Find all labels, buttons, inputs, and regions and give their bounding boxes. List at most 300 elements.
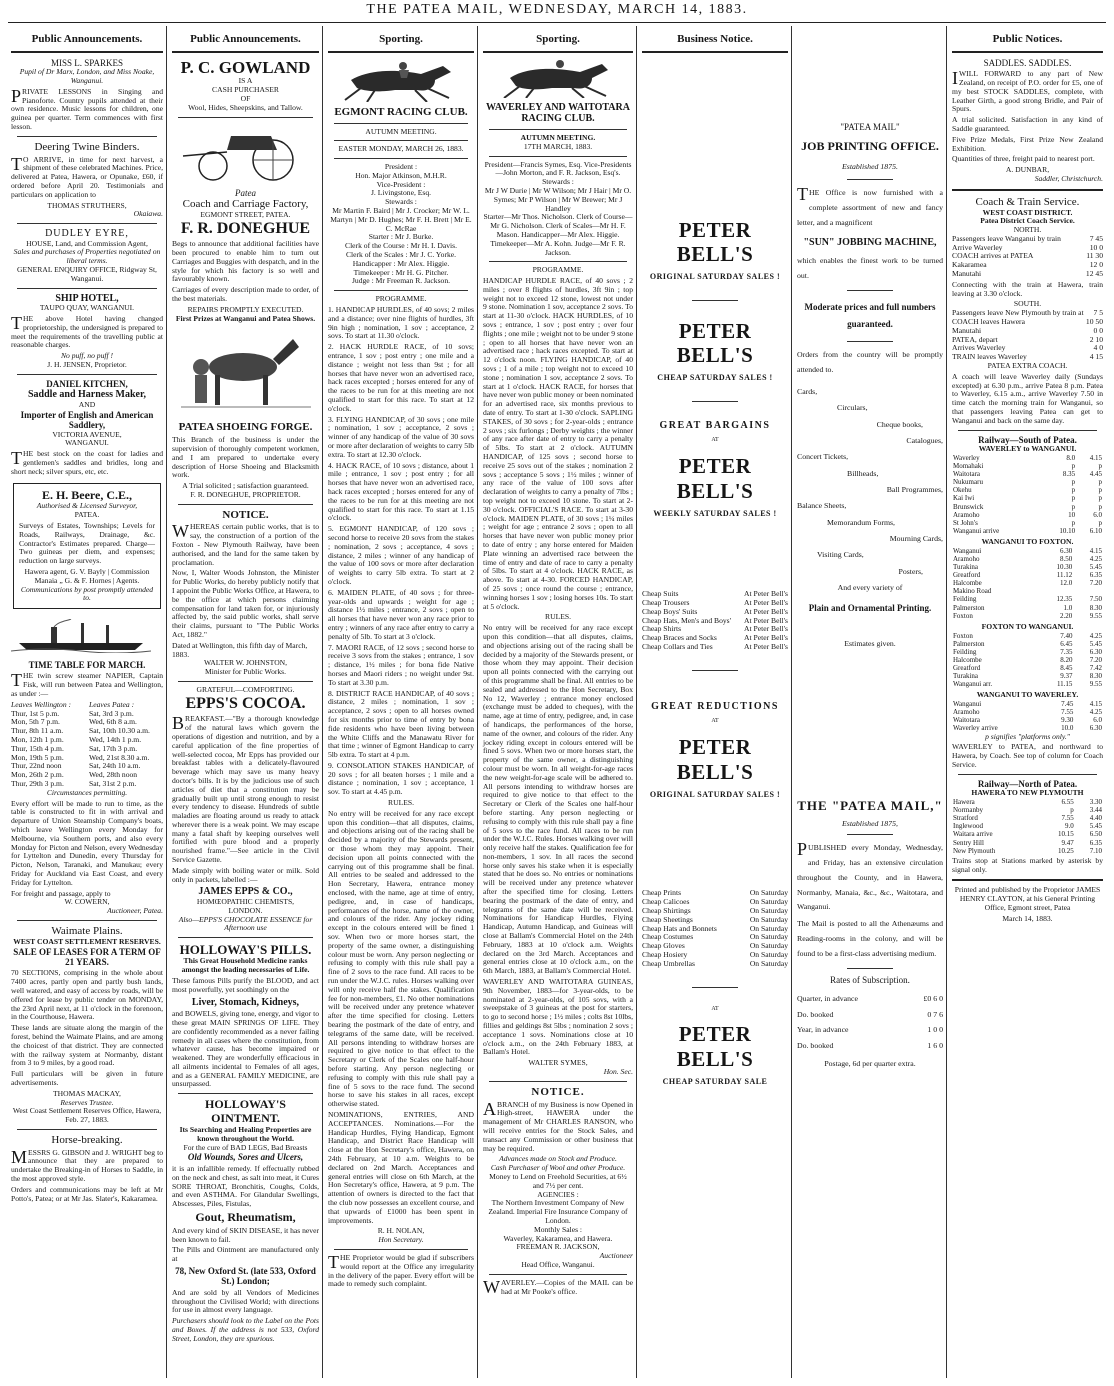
egmont-scales: Clerk of the Scales : Mr J. C. Yorke. xyxy=(345,250,457,260)
peter-bell-subheading: ORIGINAL SATURDAY SALES ! xyxy=(649,790,781,800)
peter-bell-heading: PETER BELL'S xyxy=(676,318,754,368)
saddles-role: Saddler, Christchurch. xyxy=(1034,173,1103,183)
list-item: Cheap Shirtings On Saturday xyxy=(642,905,788,915)
list-item: Cheap Hosiery On Saturday xyxy=(642,949,788,959)
egmont-closing: NOMINATIONS, ENTRIES, AND ACCEPTANCES. Nominations.—For the Handicap Hurdles, Flying Handicap, Egmont Handicap, and District Race Handicap will close at the Hon Secretary's office, Hawera, on 24th February, at 10 a.m. Weights to be declared on 2nd March. Acceptances and general entries will close on 6th March, at the Hon Secretary's office, Hawera, at 9 p.m. The attention of owners is directed to the fact that the club now possesses an excellent course, and that upwards of £1000 has been spent in improvements. xyxy=(328,1109,474,1225)
jackson-notice-title: NOTICE. xyxy=(531,1085,585,1098)
column-header: Sporting. xyxy=(536,33,580,45)
station-name: Kai Iwi xyxy=(953,494,975,503)
saddles-prizes: Five Prize Medals, First Prize New Zealand Exhibition. xyxy=(952,134,1103,153)
extra-coach-title: PATEA EXTRA COACH. xyxy=(987,361,1068,371)
departure-time: p xyxy=(1071,461,1076,470)
station-name: Greatford xyxy=(953,663,981,672)
departure-time: p xyxy=(1070,806,1074,815)
kitchen-and: AND xyxy=(78,399,96,409)
waverley-guineas: WAVERLEY AND WAITOTARA GUINEAS, 9th November, 1883—for 3-year-olds, to be nominated at 2-year-olds, of 105 sovs, with a sweepstake of 3 guineas at the post for starters, to go to second horse ; 1½ miles ; colts 8st 10lbs, fillies and geldings 8st 5lbs ; nomination 2 sovs ; acceptance 1 sovs. Nominations close at 10 o'clock a.m., on the 24th February 1883, at Ballam's Hotel. xyxy=(483,977,633,1057)
departure-time: p xyxy=(1071,502,1076,511)
departure-time: 5.45 xyxy=(1089,562,1102,571)
saddles-sign: A. DUNBAR, xyxy=(1005,165,1050,175)
list-item: Cheap Suits At Peter Bell's xyxy=(642,589,788,599)
column-header: Public Notices. xyxy=(992,33,1063,45)
departure-time: 8.20 xyxy=(1060,655,1073,664)
egmont-role: Hon Secretary. xyxy=(378,1235,424,1245)
coach-row: PATEA, depart 2 10 xyxy=(952,334,1103,344)
masthead-rule xyxy=(8,22,1106,23)
patea-mail-body2: The Mail is posted to all the Athenæums and Reading-rooms in the colony, and will be found to be a first-class advertising medium. xyxy=(797,919,943,958)
departure-time: 7.50 xyxy=(1089,595,1102,604)
list-item: Cheque books, xyxy=(876,419,923,429)
foxton-wanganui-title: FOXTON TO WANGANUI. xyxy=(981,621,1074,631)
station-name: Palmerston xyxy=(953,603,985,612)
rail-south-title: Railway—South of Patea. xyxy=(978,434,1077,445)
timetable-row: Wed, 21st 8.30 a.m. xyxy=(89,752,150,762)
coach-row: Passengers leave Wanganui by train 7 45 xyxy=(952,233,1103,243)
departure-time: 4.15 xyxy=(1089,546,1102,555)
station-name: Aramoho xyxy=(953,510,980,519)
column-header: Public Announcements. xyxy=(190,33,301,45)
imprint: Printed and published by the Proprietor JAMES HENRY CLAYTON, at his General Printing Office, Egmont street, Patea xyxy=(954,885,1101,912)
coach-row: TRAIN leaves Waverley 4 15 xyxy=(952,352,1103,362)
notice-body: WHEREAS certain public works, that is to say, the construction of a portion of the Foxton - New Plymouth Railway, have been authorised, and the land for the same taken by proclamation. xyxy=(172,521,319,567)
job-printing-orders: Orders from the country will be promptly attended to. xyxy=(797,350,943,375)
job-printing-items xyxy=(797,384,943,597)
masthead: THE PATEA MAIL, WEDNESDAY, MARCH 14, 1883. xyxy=(366,2,748,17)
epps-chemists: HOMŒOPATHIC CHEMISTS, xyxy=(196,897,295,907)
list-item: Visiting Cards, xyxy=(817,550,864,560)
peter-bell-subheading: CHEAP SATURDAY SALE xyxy=(662,1077,768,1087)
departure-time: 9.30 xyxy=(1061,716,1074,725)
timetable-right-head: Leaves Patea : xyxy=(89,699,135,709)
rate-row: Do. booked 1 6 0 xyxy=(797,1040,943,1050)
station-name: Makino Road xyxy=(953,587,992,596)
programme-item: 8. DISTRICT RACE HANDICAP, of 40 sovs ; distance, 2 miles ; nomination, 1 sov ; acceptance, 2 sovs ; open to all horses owned for six months prior to time of entry by bona fide residents who have been living between the White Cliffs and the Manawatu River for that time ; winner of Egmont Handicap to carry 5lb extra. To start at 4 p.m. xyxy=(328,688,474,760)
programme-item: 1. HANDICAP HURDLES, of 40 sovs; 2 miles and a distance; over nine flights of hurdles, 3ft 9in high ; nomination, 1 sov ; acceptance, 2 sovs. To start at 11.30 o'clock. xyxy=(328,305,474,341)
timetable-row xyxy=(952,527,1103,535)
timetable-row: Thur, 1st 5 p.m. xyxy=(11,708,60,718)
departure-time: p xyxy=(1071,494,1076,503)
timetable-row xyxy=(952,847,1103,855)
timetable-freight: For freight and passage, apply to xyxy=(11,888,111,898)
timetable-row: Mon, 12th 1 p.m. xyxy=(11,735,64,745)
horse-title: Horse-breaking. xyxy=(51,1133,123,1146)
egmont-handicapper: Handicapper : Mr Alex. Higgie. xyxy=(352,258,450,268)
list-item: Cheap Hats, Men's and Boys' At Peter Bell's xyxy=(642,615,788,625)
list-item: Ball Programmes, xyxy=(886,485,943,494)
station-name: Wanganui arr. xyxy=(953,680,993,689)
jackson-agencies: The Northern Investment Company of New Zealand. Imperial Fire Insurance Company of London. xyxy=(488,1198,628,1225)
gowland-items: Wool, Hides, Sheepskins, and Tallow. xyxy=(188,102,303,112)
epps-firm: JAMES EPPS & CO., xyxy=(198,886,293,898)
saddles-body: IWILL FORWARD to any part of New Zealand, on receipt of P.O. order for £5, one of my best STOCK SADDLES, complete, with Leather Girth, a good strong Bridle, and Pair of Spurs. xyxy=(952,68,1103,114)
waimate-sale: SALE OF LEASES FOR A TERM OF 21 YEARS. xyxy=(13,946,161,967)
egmont-stewards-label: Stewards : xyxy=(385,197,417,207)
list-item: Cheap Braces and Socks At Peter Bell's xyxy=(642,633,788,643)
eyre-sub: Sales and purchases of Properties negotiated on liberal terms. xyxy=(13,247,161,266)
station-name: Foxton xyxy=(953,631,973,640)
job-printing-quote: "PATEA MAIL" xyxy=(840,122,900,132)
rates-postage: Postage, 6d per quarter extra. xyxy=(824,1059,916,1069)
station-name: New Plymouth xyxy=(953,846,996,855)
peter-bell-subheading: WEEKLY SATURDAY SALES ! xyxy=(653,508,777,518)
wanganui-foxton-title: WANGANUI TO FOXTON. xyxy=(981,536,1074,546)
departure-time: 7.45 xyxy=(1061,700,1074,709)
departure-time: p xyxy=(1098,518,1102,527)
station-name: Momahaki xyxy=(953,461,984,470)
column-public-announcements-1 xyxy=(8,28,166,1378)
beere-title: Authorised & Licensed Surveyor, xyxy=(36,501,138,511)
waverley-programme: HANDICAP HURDLE RACE, of 40 sovs ; 2 miles ; over 8 flights of hurdles, 3ft 9in ; top weight not to exceed 12 stone, lowest not under 9 stone. Nomination 1 sov, acceptance 2 sovs. To start at 11-30 o'clock. HACK HURDLES, of 10 sovs ; entrance, 1 sov ; post entry ; over four flights ; one mile ; weight not to be under 9 stone ; open to all horses that have never won an advertised race ; hack races excepted. To start at 12 o'clock noon. FLYING HANDICAP, of 40 sovs ; 1 of a mile ; top weight not to exceed 10 stone ; nomination 1 sov, acceptance 2 sovs. To start at 1 o'clock. HACK RACE, for horses that have never won public money or been nominated for an advertised race, six months previous to date of entry. To start at 1-30 o'clock. SAPLING STAKES, of 30 sovs ; for 2-year-olds ; entrance 2 sovs ; six furlongs ; Derby weights ; the winner of any race after date of entry to carry a penalty of 5lbs. To start at 2 o'clock. AUTUMN HANDICAP, of 125 sovs ; second horse to receive 25 sovs out of the stakes ; nomination 2 sovs ; acceptance 5 sovs ; 1½ miles ; winner of any race of the value of 100 sovs after declaration of weights to carry a penalty of 7lbs ; top weight not to exceed 10 stone. To start at 2-30 o'clock. OFFICIAL'S RACE. To start at 3-30 o'clock. MAIDEN PLATE, of 30 sovs ; 1¼ miles ; weight for age ; entrance 2 sovs ; open to all horses that have never won public money prior to date of entry ; any horse entered for Maiden Plate winning an advertised race between the time of entry and date of race to carry a penalty of 5lbs. To start at 4 o'clock. HACK RACE, as above. To start at 4-30. FORCED HANDICAP, of 25 sovs ; once round the course ; entrance, winning horses 1 sov ; losing horses 10s. To start at 5 o'clock. xyxy=(483,276,633,611)
egmont-stewards: Mr Martin F. Baird | Mr J. Crocker; Mr W. L. Martyn | Mr D. Hughes; Mr F. H. Brett | Mr E. C. McRae xyxy=(330,206,472,233)
station-name: Wanganui xyxy=(953,546,982,555)
waimate-body: 70 SECTIONS, comprising in the whole about 7400 acres, partly open and partly bush lands, well watered, and easy of access by roads, will be offered for lease by public tender on MONDAY, the 23rd April next, at 11 o'clock in the forenoon, in the Courthouse, Hawera. xyxy=(11,968,163,1022)
programme-item: 9. CONSOLATION STAKES HANDICAP, of 20 sovs ; for all beaten horses ; 1 mile and a distance ; nomination, 1 sov ; acceptance, 1 sov. To start at 4.45 p.m. xyxy=(328,760,474,797)
jackson-agencies-label: AGENCIES : xyxy=(537,1189,579,1199)
departure-time: 5.45 xyxy=(1089,822,1102,831)
column-rule xyxy=(322,26,323,1378)
departure-time: 7.55 xyxy=(1061,708,1074,717)
column-sporting-1 xyxy=(325,28,477,1378)
eyre-office: GENERAL ENQUIRY OFFICE, Ridgway St, Wanganui. xyxy=(17,265,157,283)
timetable-title: TIME TABLE FOR MARCH. xyxy=(28,660,146,670)
doneghue-prizes: First Prizes at Wanganui and Patea Shows. xyxy=(175,313,316,323)
departure-time: 7.20 xyxy=(1089,655,1102,664)
timetable-row: Mon, 26th 2 p.m. xyxy=(11,770,64,780)
station-name: Greatford xyxy=(953,571,981,580)
ship-motto: No puff, no puff ! xyxy=(60,351,114,361)
timetable-row xyxy=(952,519,1103,527)
waverley-sign: WALTER SYMES, xyxy=(528,1058,588,1068)
list-item: Concert Tickets, xyxy=(797,452,849,462)
epps-sold: Made simply with boiling water or milk. Sold only in packets, labelled :— xyxy=(172,865,319,884)
timetable-row xyxy=(952,563,1103,571)
departure-time: 6.55 xyxy=(1061,797,1074,806)
doneghue-body2: Carriages of every description made to order, of the best materials. xyxy=(172,285,319,303)
gowland-of: OF xyxy=(240,94,251,104)
patea-mail-body: PUBLISHED every Monday, Wednesday, and Friday, has an extensive circulation throughout the County, and in Hawera, Normanby, Manaia, &c., &c., Waitotara, and Wanganui. xyxy=(797,839,943,912)
saddles-title: SADDLES. SADDLES. xyxy=(983,57,1072,68)
timetable-role: Auctioneer, Patea. xyxy=(107,906,163,916)
coach-row: Passengers leave New Plymouth by train at 7 5 xyxy=(952,308,1103,318)
coach-district: Patea District Coach Service. xyxy=(980,216,1075,226)
doneghue-repairs: REPAIRS PROMPTLY EXECUTED. xyxy=(187,304,304,314)
waimate-body3: Full particulars will be given in future advertisements. xyxy=(11,1069,163,1087)
departure-time: 4.25 xyxy=(1089,554,1102,563)
ship-place: TAUPO QUAY, WANGANUI. xyxy=(39,303,135,313)
timetable-row: Mon, 5th 7 p.m. xyxy=(11,717,60,727)
departure-time: 4.25 xyxy=(1089,631,1102,640)
departure-time: 11.15 xyxy=(1056,680,1073,689)
departure-time: 9.55 xyxy=(1089,611,1102,620)
station-name: Hawera xyxy=(953,797,975,806)
waimate-sign: THOMAS MACKAY, xyxy=(53,1088,121,1098)
timetable-left-head: Leaves Wellington : xyxy=(11,699,72,709)
timetable-row xyxy=(952,595,1103,603)
departure-time: 6.30 xyxy=(1089,724,1102,733)
jackson-sales: Waverley, Kakaramea, and Hawera. xyxy=(503,1233,613,1243)
departure-time: 10 xyxy=(1068,510,1076,519)
timetable-row xyxy=(952,700,1103,708)
timetable-row: Sat, 10th 10.30 a.m. xyxy=(89,726,150,736)
programme-item: 3. FLYING HANDICAP, of 30 sovs ; one mile ; nomination, 1 sov ; acceptance, 2 sovs ; winner of any handicap of the value of 30 sovs or more after declaration of weights to carry 5lb extra. To start at 12.30 o'clock. xyxy=(328,414,474,459)
column-rule xyxy=(791,26,792,1378)
coach-north: NORTH. xyxy=(1013,225,1042,235)
timetable-row xyxy=(952,806,1103,814)
list-item: Cards, xyxy=(797,386,818,396)
departure-time: 7.40 xyxy=(1060,631,1073,640)
departure-time: 8.45 xyxy=(1060,663,1073,672)
departure-time: 8.30 xyxy=(1089,672,1102,681)
coach-row: Arrives Waverley 4 0 xyxy=(952,343,1103,353)
peter-bell-heading: PETER BELL'S xyxy=(676,217,754,267)
jackson-advances: Advances made on Stock and Produce. xyxy=(499,1154,617,1164)
departure-time: 5.45 xyxy=(1089,639,1102,648)
list-item: Cheap Trousers At Peter Bell's xyxy=(642,598,788,608)
holloway-ointment-title: HOLLOWAY'S OINTMENT. xyxy=(205,1097,286,1126)
waverley-stewards-label: Stewards : xyxy=(542,177,574,187)
timetable-row xyxy=(952,454,1103,462)
station-name: Nukumaru xyxy=(953,478,983,487)
egmont-vice-label: Vice-President : xyxy=(376,179,426,189)
departure-time: p xyxy=(1098,486,1102,495)
kitchen-body: THE best stock on the coast for ladies and gentlemen's saddles and bridles, long and short neck; silver spurs, etc, etc. xyxy=(11,448,163,476)
timetable-row xyxy=(952,830,1103,838)
departure-time: 9.55 xyxy=(1089,680,1102,689)
timetable-sign: W. COWERN, xyxy=(64,897,110,907)
waimate-title: Waimate Plains. xyxy=(51,924,123,937)
departure-time: 4.15 xyxy=(1089,453,1102,462)
list-item: Cheap Gloves On Saturday xyxy=(642,941,788,951)
shoeing-forge-engraving xyxy=(181,327,311,417)
horse-body2: Orders and communications may be left at Mr Potto's, Patea; or at Mr Jas. Slater's, Kakaramea. xyxy=(11,1184,163,1203)
column-business-notice xyxy=(639,28,791,1378)
departure-time: p xyxy=(1071,518,1076,527)
list-item: Balance Sheets, xyxy=(797,501,847,511)
list-item: Cheap Costumes On Saturday xyxy=(642,932,788,942)
holloway-ointment-warning: Purchasers should look to the Label on the Pots and Boxes. If the address is not 533, Oxford Street, London, they are spurious. xyxy=(172,1316,319,1343)
waverley-stewards: Mr J W Durie | Mr W Wilson; Mr J Hair | Mr O. Symes; Mr P Wilson | Mr W Brewer; Mr J Handley xyxy=(484,185,632,213)
programme-item: 7. MAORI RACE, of 12 sovs ; second horse to receive 3 sovs from the stakes ; entrance, 1 sov ; distance, 1½ miles ; for bona fide Native horses and Maori riders ; no weight under 9st. To start at 3.30 p.m. xyxy=(328,642,474,687)
departure-time: 6.50 xyxy=(1089,830,1102,839)
kitchen-town: WANGANUI. xyxy=(65,438,109,448)
at-label: AT xyxy=(711,718,719,725)
departure-time: 8.35 xyxy=(1062,470,1076,479)
kitchen-name: DANIEL KITCHEN, xyxy=(46,378,128,389)
peter-bell-heading: PETER BELL'S xyxy=(676,1022,754,1071)
departure-time: 4.45 xyxy=(1089,470,1102,479)
timetable-row xyxy=(952,632,1103,640)
waimate-body2: These lands are situate along the margin of the forest, behind the Waimate Plains, and are among the choicest of that district. They are connected with the railway system at Normanby, distant from 3 to 9 miles, by a good road. xyxy=(11,1023,163,1068)
list-item: Cheap Hats and Bonnets On Saturday xyxy=(642,923,788,933)
notice-body2: Now, I, Walter Woods Johnston, the Minister for Public Works, do hereby publicly notify that I appoint the Public Works Office, at Hawera, to be the office at which persons claiming compensation for land taken for, or injuriously affected by, the said public works, shall serve their claims, pursuant to "The Public Works Act, 1882." xyxy=(172,568,319,639)
column-rule xyxy=(636,26,637,1378)
gowland-cash: CASH PURCHASER xyxy=(212,85,279,95)
jackson-office: Head Office, Wanganui. xyxy=(521,1259,595,1269)
departure-time: p xyxy=(1098,461,1102,470)
holloway-pills-body: These famous Pills purify the BLOOD, and act most powerfully, yet soothingly on the xyxy=(172,975,319,994)
timetable-row xyxy=(952,716,1103,724)
list-item: Cheap Prints On Saturday xyxy=(642,888,788,898)
departure-time xyxy=(1036,587,1073,595)
station-name: Palmerston xyxy=(953,639,985,648)
timetable-row xyxy=(952,547,1103,555)
departure-time: 1.0 xyxy=(1063,603,1073,612)
eyre-name: DUDLEY EYRE, xyxy=(45,228,129,240)
list-item: Cheap Shirts At Peter Bell's xyxy=(642,624,788,634)
station-name: Halcombe xyxy=(953,579,982,588)
departure-time: 2.20 xyxy=(1059,611,1073,620)
timetable-row xyxy=(952,640,1103,648)
departure-time: 4.15 xyxy=(1089,700,1102,709)
hawera-new-plymouth-title: HAWERA TO NEW PLYMOUTH xyxy=(971,788,1084,798)
rates-title: Rates of Subscription. xyxy=(830,974,910,985)
timetable-row: Sat, 17th 3 p.m. xyxy=(89,743,138,753)
at-label: AT xyxy=(711,437,719,444)
beere-footer: Communications by post promptly attended to. xyxy=(20,584,154,603)
station-name: Feilding xyxy=(953,595,977,604)
job-printing-plain: Plain and Ornamental Printing. xyxy=(808,602,932,613)
waverley-mail-note: WAVERLEY.—Copies of the MAIL can be had at Mr Pooke's office. xyxy=(483,1276,633,1297)
great-bargains: GREAT BARGAINS xyxy=(659,419,771,431)
timetable-body: THE twin screw steamer NAPIER, Captain Fisk, will run between Patea and Wellington, as under :— xyxy=(11,670,163,699)
waverley-role: Hon. Sec. xyxy=(603,1067,633,1077)
forge-trial: A Trial solicited ; satisfaction guaranteed. xyxy=(182,481,309,491)
waimate-role: Reserves Trustee. xyxy=(60,1097,114,1107)
departure-time: p xyxy=(1098,502,1102,511)
job-printing-title: JOB PRINTING OFFICE. xyxy=(801,139,939,154)
timetable-row xyxy=(952,478,1103,486)
buggy-engraving xyxy=(181,122,311,184)
peter-bell-heading: PETER BELL'S xyxy=(676,735,754,784)
holloway-pills-body2: and BOWELS, giving tone, energy, and vigor to these great MAIN SPRINGS OF LIFE. They are confidently recommended as a never failing remedy in all cases where the constitution, from whatever cause, has become impaired or weakened. They are wonderfully efficacious in all ailments incidental to Females of all ages, and as a GENERAL FAMILY MEDICINE, are unsurpassed. xyxy=(172,1009,319,1089)
column-public-notices xyxy=(949,28,1106,1378)
jackson-sign: FREEMAN R. JACKSON, xyxy=(516,1242,600,1252)
notice-date: Dated at Wellington, this fifth day of March, 1883. xyxy=(172,640,308,659)
timetable-row xyxy=(952,664,1103,672)
steamer-engraving xyxy=(11,619,151,653)
kitchen-line1: Saddle and Harness Maker, xyxy=(28,389,146,401)
timetable-row xyxy=(952,486,1103,494)
timetable-row: Thur, 29th 3 p.m. xyxy=(11,779,64,788)
eyre-line: HOUSE, Land, and Commission Agent, xyxy=(26,238,148,248)
timetable-row: Wed, 6th 8 a.m. xyxy=(89,717,137,727)
station-name: Normanby xyxy=(953,806,983,815)
departure-time: 3.44 xyxy=(1089,806,1102,815)
station-name: Stratford xyxy=(953,814,978,823)
departure-time: 6.30 xyxy=(1089,647,1102,656)
kitchen-address: VICTORIA AVENUE, xyxy=(52,429,122,439)
departure-time: 10.0 xyxy=(1061,724,1074,733)
imprint-date: March 14, 1883. xyxy=(1002,913,1053,923)
departure-time: 8.0 xyxy=(1066,453,1076,462)
peter-bell-subheading: CHEAP SATURDAY SALES ! xyxy=(657,373,773,383)
sparkes-body: PRIVATE LESSONS in Singing and Pianoforte. Country pupils attended at their own residence. Music lessons for children, one guinea per quarter. Term commences with first lesson. xyxy=(11,85,163,131)
waverley-coach-note: WAVERLEY to PATEA, and northward to Hawera, by Coach. See top of column for Coach Service. xyxy=(952,742,1103,769)
patea-mail-established: Established 1875, xyxy=(842,819,898,829)
saddles-freight: Quantities of three, freight paid to nearest port. xyxy=(952,154,1095,164)
departure-time: 6.30 xyxy=(1059,546,1073,555)
holloway-ointment-body5: And are sold by all Vendors of Medicines throughout the Civilised World; with directions for use in almost every language. xyxy=(172,1287,319,1315)
waverley-club: WAVERLEY AND WAITOTARA RACING CLUB. xyxy=(486,101,630,125)
egmont-date: EASTER MONDAY, MARCH 26, 1883. xyxy=(338,144,464,154)
beere-town: PATEA. xyxy=(74,510,100,520)
departure-time: 10.25 xyxy=(1058,846,1074,855)
egmont-sign: R. H. NOLAN, xyxy=(377,1226,425,1236)
egmont-rules: No entry will be received for any race except upon this condition—that all disputes, claims, and objections arising out of the racing shall be decided by a majority of the Stewards present, or those whom they may appoint. Their decision upon all points connected with the carrying out of this programme shall be final. All entries to be sealed and addressed to the Hon Secretary, Hawera, entrance money enclosed, with the name, age at time of entry, pedigree, and, in case of handicaps, performances of the horse, name of the owner, and colours of the rider. Any jockey riding except in the colours entered will be fined 1 sov. When two or more horses start, the property of the same owner, a distinguishing colour must be worn. Any person neglecting or refusing to comply with this rule shall pay a fine of 2 sovs to the race fund. All races to be run under the W.J.C. rules. Horses walking over will only receive half the stakes. Qualification fee for non-members, £1. No other nominations will be received under any pretence whatever after the time specified for closing. Letters bearing the postmark of the date of entry, and telegrams of the same date, will be received. All persons intending to withdraw horses are required to give notice to that effect to the Secretary or Clerk of the Scales one half-hour before starting. Any person neglecting or refusing to comply with this rule shall pay a fine of 5 sovs to the race fund. The second horse to save his stakes in all races, except otherwise stated. xyxy=(328,808,474,1109)
jackson-notice-body: ABRANCH of my Business is now Opened in High-street, HAWERA under the management of Mr CHARLES RANSON, who will receive entries for the Stock Sales, and transact any Commission or other business that may be required. xyxy=(483,1098,633,1153)
column-public-announcements-2 xyxy=(169,28,322,1378)
timetable-row xyxy=(952,648,1103,656)
station-name: Waverley xyxy=(953,453,980,462)
list-item: Circulars, xyxy=(837,403,868,413)
departure-time: 4.40 xyxy=(1089,814,1102,823)
epps-city: LONDON. xyxy=(228,905,263,915)
holloway-ointment-gout: Gout, Rheumatism, xyxy=(195,1209,296,1224)
station-name: Okehu xyxy=(953,486,972,495)
station-name: Aramoho xyxy=(953,708,980,717)
departure-time: 3.30 xyxy=(1089,797,1102,806)
timetable-row xyxy=(952,503,1103,511)
station-name: Turakina xyxy=(953,562,979,571)
timetable-row xyxy=(952,579,1103,587)
list-item: Posters, xyxy=(898,566,923,576)
timetable-row: Sat, 24th 10 a.m. xyxy=(89,761,141,771)
departure-time: p xyxy=(1071,486,1076,495)
notice-role: Minister for Public Works. xyxy=(204,667,287,677)
factory-title: Coach and Carriage Factory, xyxy=(182,198,309,211)
station-name: Sentry Hill xyxy=(953,838,984,847)
timetable-row xyxy=(952,814,1103,822)
egmont-judge: Judge : Mr Freeman R. Jackson. xyxy=(351,276,451,286)
departure-time: 9.0 xyxy=(1065,822,1074,831)
programme-item: 2. HACK HURDLE RACE, of 10 sovs; entrance, 1 sov ; post entry ; one mile and a distance ; weight not less than 9st ; for all horses that have never won an advertised race, hack races excepted ; horses entered for any of the races to be run for at this meeting are not qualified to start for this race. To start at 12 o'clock. xyxy=(328,342,474,413)
rate-row: Quarter, in advance £0 6 0 xyxy=(797,994,943,1004)
doneghue-name: F. R. DONEGHUE xyxy=(180,219,311,237)
job-printing-body: THE Office is now furnished with a complete assortment of new and fancy letter, and a magnificent xyxy=(797,184,943,227)
departure-time: 7.35 xyxy=(1060,647,1073,656)
peter-bell-subheading: ORIGINAL SATURDAY SALES ! xyxy=(649,272,781,282)
timetable-row: Sat, 31st 2 p.m. xyxy=(89,779,137,788)
departure-time: p xyxy=(1098,494,1102,503)
at-label: AT xyxy=(711,1005,719,1012)
waverley-rules-title: RULES. xyxy=(545,612,571,622)
column-rule xyxy=(477,26,478,1378)
timetable-row: Sat, 3rd 3 p.m. xyxy=(89,708,134,718)
jackson-money: Money to Lend on Freehold Securities, at 6½ and 7½ per cent. xyxy=(489,1171,627,1190)
column-header: Business Notice. xyxy=(677,33,753,45)
station-name: Feilding xyxy=(953,647,977,656)
timetable-row xyxy=(952,511,1103,519)
station-name: Waitotara xyxy=(953,716,981,725)
departure-time: 12.0 xyxy=(1059,579,1073,588)
departure-time: 10.10 xyxy=(1059,526,1076,535)
deering-place: Okaiawa. xyxy=(133,209,163,219)
timetable-row xyxy=(952,587,1103,595)
timetable-hawera-new-plymouth xyxy=(952,798,1103,855)
departure-time: 7.42 xyxy=(1089,663,1102,672)
deering-sign: THOMAS STRUTHERS, xyxy=(47,200,127,210)
column-sporting-2 xyxy=(480,28,636,1378)
timetable-foxton-wanganui xyxy=(952,632,1103,689)
deering-title: Deering Twine Binders. xyxy=(34,140,140,153)
timetable xyxy=(11,701,163,789)
coach-row: Manutahi 0 0 xyxy=(952,325,1103,335)
departure-time: 7.55 xyxy=(1061,814,1074,823)
ship-sign: J. H. JENSEN, Proprietor. xyxy=(47,360,127,370)
departure-time: 6.35 xyxy=(1089,571,1102,580)
timetable-wanganui-waverley xyxy=(952,700,1103,732)
station-name: Halcombe xyxy=(953,655,982,664)
column-header: Sporting. xyxy=(379,33,423,45)
